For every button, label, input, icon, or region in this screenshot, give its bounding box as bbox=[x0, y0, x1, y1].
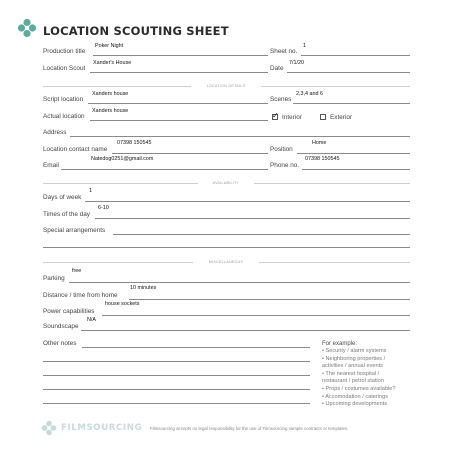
exterior-checkbox[interactable] bbox=[320, 114, 326, 120]
tip-item: • The nearest hospital / bbox=[322, 370, 380, 377]
phone-no-value[interactable]: 07398 150545 bbox=[305, 156, 340, 162]
power-capabilities-line bbox=[102, 315, 410, 316]
position-label: Position bbox=[270, 146, 293, 153]
position-value[interactable]: Home bbox=[312, 140, 327, 146]
date-line bbox=[287, 72, 410, 73]
power-capabilities-label: Power capabilities bbox=[43, 308, 95, 315]
section-divider bbox=[259, 262, 410, 263]
script-location-value[interactable]: Xanders house bbox=[92, 91, 129, 97]
special-arrangements-line-2[interactable] bbox=[43, 247, 410, 248]
section-miscellaneous: MISCELLANEOUS bbox=[208, 260, 244, 264]
position-line bbox=[297, 153, 410, 154]
contact-name-value[interactable]: 07398 150545 bbox=[117, 140, 152, 146]
sheet-no-label: Sheet no. bbox=[270, 48, 298, 55]
days-of-week-label: Days of week bbox=[43, 194, 82, 201]
email-value[interactable]: Natedog0251@gmail.com bbox=[91, 156, 154, 162]
phone-no-label: Phone no. bbox=[270, 162, 300, 169]
times-of-day-label: Times of the day bbox=[43, 211, 91, 218]
special-arrangements-label: Special arrangements bbox=[43, 227, 106, 234]
page-title: LOCATION SCOUTING SHEET bbox=[43, 24, 229, 38]
logo-icon bbox=[17, 18, 37, 38]
check-mark-icon: ✓ bbox=[272, 111, 279, 120]
section-location-details: LOCATION DETAILS bbox=[206, 84, 246, 88]
section-divider bbox=[43, 86, 191, 87]
other-notes-line[interactable] bbox=[43, 361, 310, 362]
days-of-week-line bbox=[85, 201, 410, 202]
production-title-value[interactable]: Poker Night bbox=[95, 43, 124, 49]
soundscape-value[interactable]: N/A bbox=[87, 317, 96, 323]
soundscape-line bbox=[81, 330, 410, 331]
production-title-label: Production title bbox=[43, 48, 86, 55]
footer-disclaimer: Filmsourcing accepts no legal responsibility for the use of Filmsourcing sample contracts or templates. bbox=[150, 426, 349, 431]
tip-item: • Neighboring properties / bbox=[322, 355, 386, 362]
actual-location-value[interactable]: Xanders house bbox=[92, 108, 129, 114]
days-of-week-value[interactable]: 1 bbox=[89, 188, 92, 194]
production-title-line bbox=[93, 55, 268, 56]
distance-label: Distance / time from home bbox=[43, 292, 118, 299]
other-notes-line[interactable] bbox=[43, 389, 310, 390]
email-line bbox=[61, 169, 268, 170]
other-notes-line[interactable] bbox=[82, 347, 310, 348]
scenes-label: Scenes bbox=[270, 96, 292, 103]
times-of-day-value[interactable]: 6-10 bbox=[98, 205, 109, 211]
section-divider bbox=[261, 86, 410, 87]
soundscape-label: Soundscape bbox=[43, 323, 79, 330]
tip-item: restaurant / petrol station bbox=[322, 378, 384, 385]
address-line[interactable] bbox=[70, 136, 410, 137]
location-scout-line bbox=[90, 72, 268, 73]
address-label: Address bbox=[43, 129, 67, 136]
tip-item: • Accomodation / caterings bbox=[322, 393, 389, 400]
parking-value[interactable]: free bbox=[72, 268, 82, 274]
other-notes-line[interactable] bbox=[43, 375, 310, 376]
footer-logo-icon bbox=[41, 420, 57, 436]
date-label: Date bbox=[270, 65, 284, 72]
tip-item: activities / annual events bbox=[322, 363, 383, 370]
other-notes-line[interactable] bbox=[43, 403, 310, 404]
scenes-line bbox=[293, 103, 410, 104]
exterior-label: Exterior bbox=[330, 114, 353, 121]
email-label: Email bbox=[43, 162, 59, 169]
contact-name-line bbox=[112, 153, 268, 154]
phone-no-line bbox=[302, 169, 410, 170]
tip-item: • Security / alarm systems bbox=[322, 348, 387, 354]
tip-item: • Upcoming developments bbox=[322, 401, 388, 408]
tips-list bbox=[322, 348, 395, 409]
date-value[interactable]: 7/1/20 bbox=[289, 60, 304, 66]
contact-name-label: Location contact name bbox=[43, 146, 108, 153]
parking-label: Parking bbox=[43, 275, 65, 282]
actual-location-label: Actual location bbox=[43, 113, 85, 120]
footer-brand: FILMSOURCING bbox=[61, 423, 143, 433]
other-notes-label: Other notes bbox=[43, 340, 77, 347]
distance-line bbox=[129, 299, 410, 300]
parking-line bbox=[69, 282, 410, 283]
power-capabilities-value[interactable]: house sockets bbox=[105, 301, 140, 307]
distance-value[interactable]: 10 minutes bbox=[130, 285, 157, 291]
section-divider bbox=[43, 262, 193, 263]
script-location-label: Script location bbox=[43, 96, 84, 103]
location-scout-value[interactable]: Xander's House bbox=[93, 60, 132, 66]
actual-location-line bbox=[90, 120, 268, 121]
sheet-no-line bbox=[301, 55, 410, 56]
section-divider bbox=[43, 183, 198, 184]
location-scout-label: Location Scout bbox=[43, 65, 86, 72]
tips-heading: For example: bbox=[322, 341, 358, 347]
interior-label: Interior bbox=[282, 114, 302, 121]
times-of-day-line bbox=[95, 218, 410, 219]
script-location-line bbox=[88, 103, 268, 104]
section-availability: AVAILABILITY bbox=[212, 181, 240, 185]
section-divider bbox=[254, 183, 410, 184]
tip-item: • Props / costumes available? bbox=[322, 385, 396, 392]
special-arrangements-line[interactable] bbox=[113, 234, 410, 235]
scenes-value[interactable]: 2,3,4 and 6 bbox=[296, 91, 323, 97]
sheet-no-value[interactable]: 1 bbox=[303, 43, 306, 49]
